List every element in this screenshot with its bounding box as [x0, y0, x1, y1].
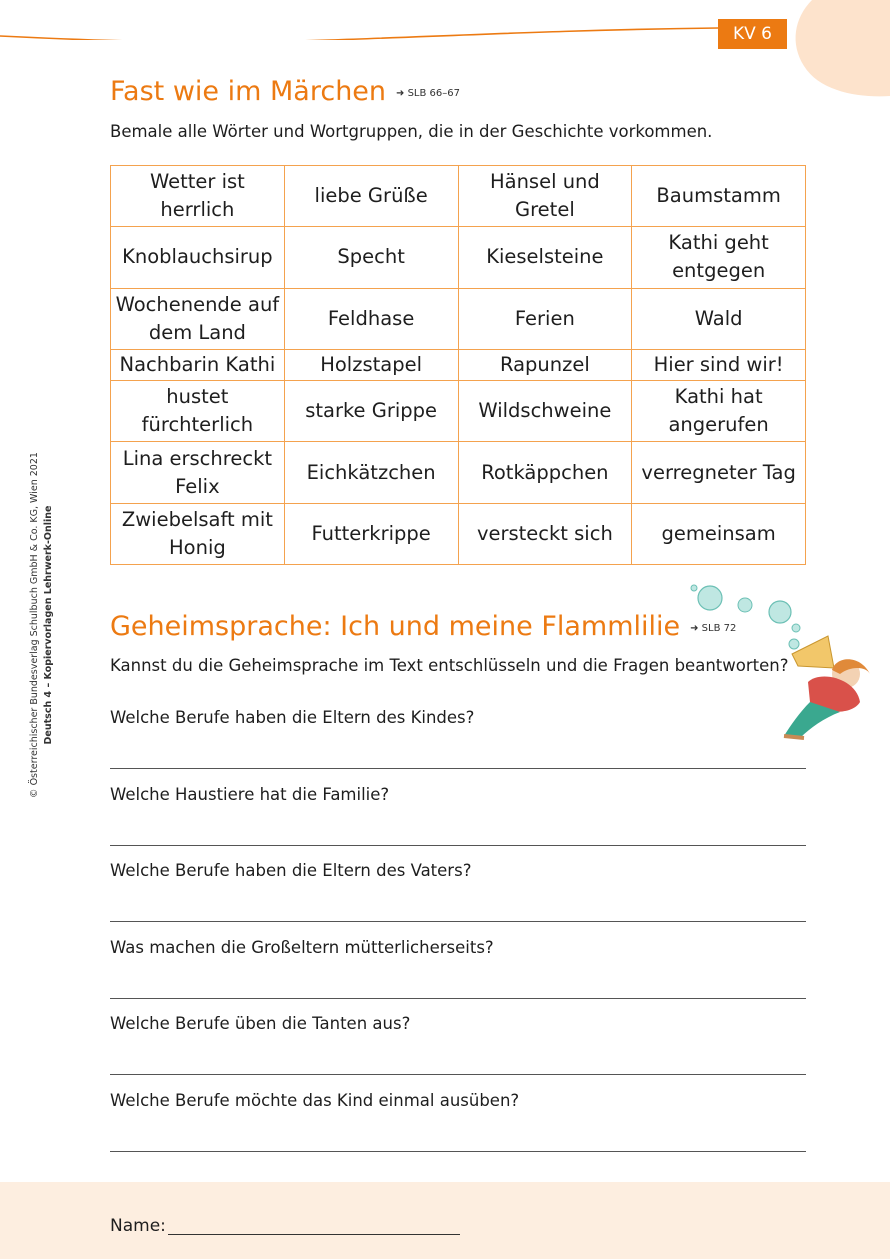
word-table-row: [111, 288, 806, 349]
header-wave-line: [0, 0, 720, 40]
section1-ref: ➜ SLB 66–67: [396, 88, 460, 99]
word-cell[interactable]: Hier sind wir!: [632, 349, 806, 380]
copyright-side-note: [28, 452, 56, 798]
question-text: Welche Berufe haben die Eltern des Kindes?: [110, 708, 475, 727]
section1-title-text: Fast wie im Märchen: [110, 76, 387, 107]
word-cell[interactable]: Feldhase: [284, 288, 458, 349]
word-cell[interactable]: liebe Grüße: [284, 166, 458, 227]
word-cell[interactable]: Lina erschreckt Felix: [111, 442, 285, 503]
word-table-row: [111, 381, 806, 442]
word-table-row: [111, 227, 806, 288]
answer-line[interactable]: [110, 921, 806, 922]
book-title-line: Deutsch 4 – Kopiervorlagen Lehrwerk-Online: [43, 505, 54, 745]
word-cell[interactable]: Nachbarin Kathi: [111, 349, 285, 380]
answer-line[interactable]: [110, 998, 806, 999]
word-table-row: [111, 349, 806, 380]
corner-blob: [790, 0, 890, 100]
word-cell[interactable]: Zwiebelsaft mit Honig: [111, 503, 285, 564]
section2-ref: ➜ SLB 72: [690, 623, 737, 634]
word-cell[interactable]: Wochenende auf dem Land: [111, 288, 285, 349]
question-text: Welche Berufe üben die Tanten aus?: [110, 1014, 411, 1033]
word-cell[interactable]: verregneter Tag: [632, 442, 806, 503]
word-cell[interactable]: Hänsel und Gretel: [458, 166, 632, 227]
answer-line[interactable]: [110, 768, 806, 769]
word-table: [110, 165, 806, 565]
word-cell[interactable]: Baumstamm: [632, 166, 806, 227]
question-text: Welche Berufe möchte das Kind einmal ausüben?: [110, 1090, 520, 1110]
word-cell[interactable]: Eichkätzchen: [284, 442, 458, 503]
question-text: Welche Haustiere hat die Familie?: [110, 784, 390, 804]
question-text: Welche Berufe haben die Eltern des Vaters?: [110, 861, 472, 880]
word-cell[interactable]: Wildschweine: [458, 381, 632, 442]
word-cell[interactable]: Ferien: [458, 288, 632, 349]
word-cell[interactable]: Holzstapel: [284, 349, 458, 380]
answer-line[interactable]: [110, 1074, 806, 1075]
answer-line[interactable]: [110, 1151, 806, 1152]
worksheet-badge: KV 6: [718, 19, 787, 49]
section2-instruction: Kannst du die Geheimsprache im Text entschlüsseln und die Fragen beantworten?: [110, 656, 789, 675]
word-cell[interactable]: Wald: [632, 288, 806, 349]
section2-title-text: Geheimsprache: Ich und meine Flammlilie: [110, 611, 681, 642]
section1-instruction: Bemale alle Wörter und Wortgruppen, die in der Geschichte vorkommen.: [110, 122, 713, 141]
question-text: Was machen die Großeltern mütterlicherseits?: [110, 937, 494, 957]
word-cell[interactable]: versteckt sich: [458, 503, 632, 564]
word-table-row: [111, 442, 806, 503]
word-cell[interactable]: Wetter ist herrlich: [111, 166, 285, 227]
word-cell[interactable]: Rotkäppchen: [458, 442, 632, 503]
word-cell[interactable]: Kieselsteine: [458, 227, 632, 288]
section1-title: [110, 75, 460, 111]
girl-with-bubbles-illustration: [680, 578, 880, 743]
word-cell[interactable]: gemeinsam: [632, 503, 806, 564]
word-cell[interactable]: hustet fürchterlich: [111, 381, 285, 442]
name-label: Name:: [110, 1216, 166, 1236]
word-cell[interactable]: Rapunzel: [458, 349, 632, 380]
name-input-line[interactable]: [168, 1234, 460, 1235]
word-cell[interactable]: Kathi geht entgegen: [632, 227, 806, 288]
word-table-row: [111, 503, 806, 564]
word-cell[interactable]: Knoblauchsirup: [111, 227, 285, 288]
answer-line[interactable]: [110, 845, 806, 846]
word-cell[interactable]: Kathi hat angerufen: [632, 381, 806, 442]
word-cell[interactable]: Specht: [284, 227, 458, 288]
word-cell[interactable]: starke Grippe: [284, 381, 458, 442]
section2-title: [110, 610, 736, 646]
word-cell[interactable]: Futterkrippe: [284, 503, 458, 564]
word-table-row: [111, 166, 806, 227]
copyright-line: © Österreichischer Bundesverlag Schulbuch GmbH & Co. KG, Wien 2021: [29, 452, 40, 798]
